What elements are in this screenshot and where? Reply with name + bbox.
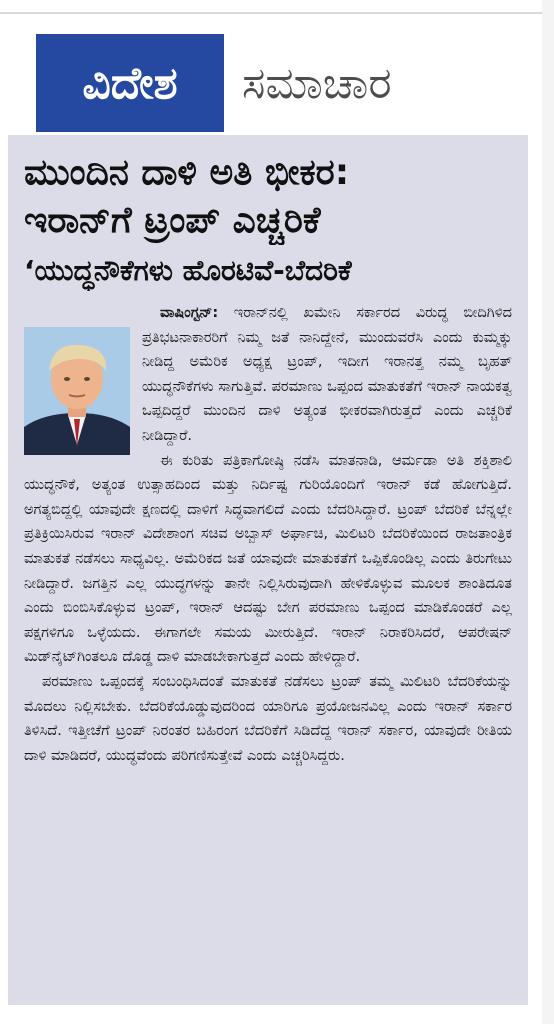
news-article: [8, 135, 528, 1005]
portrait-illustration: [24, 327, 130, 455]
headline-line-2: ಇರಾನ್‌ಗೆ ಟ್ರಂಪ್ ಎಚ್ಚರಿಕೆ: [24, 200, 321, 241]
top-divider: [0, 12, 554, 14]
headline-line-1: ಮುಂದಿನ ದಾಳಿ ಅತಿ ಭೀಕರ:: [24, 152, 350, 193]
dateline: ವಾಷಿಂಗ್ಟನ್:: [160, 305, 219, 321]
portrait-photo: [24, 327, 130, 455]
paragraph-3: ಪರಮಾಣು ಒಪ್ಪಂದಕ್ಕೆ ಸಂಬಂಧಿಸಿದಂತೆ ಮಾತುಕತೆ ನಡೆಸಲು ಟ್ರಂಪ್ ತಮ್ಮ ಮಿಲಿಟರಿ ಬೆದರಿಕೆಯನ್ನು ಮೊದಲು ನಿಲ್ಲಿಸಬೇಕು. ಬೆದರಿಕೆಯೊಡ್ಡುವುದರಿಂದ ಯಾರಿಗೂ ಪ್ರಯೋಜನವಿಲ್ಲ ಎಂದು ಇರಾನ್ ಸರ್ಕಾರ ತಿಳಿಸಿದೆ. ಇತ್ತೀಚೆಗೆ ಟ್ರಂಪ್ ನಿರಂತರ ಬಹಿರಂಗ ಬೆದರಿಕೆಗೆ ಸಿಡಿದೆದ್ದ ಇರಾನ್ ಸರ್ಕಾರ, ಯಾವುದೇ ರೀತಿಯ ದಾಳಿ ಮಾಡಿದರೆ, ಯುದ್ಧವೆಂದು ಪರಿಗಣಿಸುತ್ತೇವೆ ಎಂದು ಎಚ್ಚರಿಸಿದ್ದರು.: [24, 673, 512, 764]
paragraph-1-text: ಇರಾನ್‌ನಲ್ಲಿ ಖಮೇನಿ ಸರ್ಕಾರದ ವಿರುದ್ಧ ಬೀದಿಗಿಳಿದ ಪ್ರತಿಭಟನಾಕಾರರಿಗೆ ನಿಮ್ಮ ಜತೆ ನಾನಿದ್ದೇನೆ, ಮುಂದುವರೆಸಿ ಎಂದು ಕುಮ್ಮಕ್ಕು ನೀಡಿದ್ದ ಅಮೆರಿಕ ಅಧ್ಯಕ್ಷ ಟ್ರಂಪ್, ಇದೀಗ ಇರಾನತ್ತ ನಮ್ಮ ಬೃಹತ್ ಯುದ್ಧನೌಕೆಗಳು ಸಾಗುತ್ತಿವೆ. ಪರಮಾಣು ಒಪ್ಪಂದ ಮಾತುಕತೆಗೆ ಇರಾನ್ ನಾಯಕತ್ವ ಒಪ್ಪದಿದ್ದರೆ ಮುಂದಿನ ದಾಳಿ ಅತ್ಯಂತ ಭೀಕರವಾಗಿರುತ್ತದೆ ಎಂದು ಎಚ್ಚರಿಕೆ ನೀಡಿದ್ದಾರೆ.: [142, 305, 512, 444]
paragraph-2: ಈ ಕುರಿತು ಪತ್ರಿಕಾಗೋಷ್ಠಿ ನಡೆಸಿ ಮಾತನಾಡಿ, ಆರ್ಮಡಾ ಅತಿ ಶಕ್ತಿಶಾಲಿ ಯುದ್ಧನೌಕೆ, ಅತ್ಯಂತ ಉತ್ಸಾಹದಿಂದ ಮತ್ತು ನಿರ್ದಿಷ್ಟ ಗುರಿಯೊಂದಿಗೆ ಇರಾನ್ ಕಡೆ ಹೋಗುತ್ತಿದೆ. ಅಗತ್ಯಬಿದ್ದಲ್ಲಿ ಯಾವುದೇ ಕ್ಷಣದಲ್ಲಿ ದಾಳಿಗೆ ಸಿದ್ಧವಾಗಲಿದೆ ಎಂದು ಬೆದರಿಸಿದ್ದಾರೆ. ಟ್ರಂಪ್ ಬೆದರಿಕೆ ಬೆನ್ನಲ್ಲೇ ಪ್ರತಿಕ್ರಿಯಿಸಿರುವ ಇರಾನ್ ವಿದೇಶಾಂಗ ಸಚಿವ ಅಬ್ಬಾಸ್ ಅರ್ಘಾಚಿ, ಮಿಲಿಟರಿ ಬೆದರಿಕೆಯಿಂದ ರಾಜತಾಂತ್ರಿಕ ಮಾತುಕತೆ ನಡೆಸಲು ಸಾಧ್ಯವಿಲ್ಲ. ಅಮೆರಿಕದ ಜತೆ ಯಾವುದೇ ಮಾತುಕತೆಗೆ ಒಪ್ಪಿಕೊಂಡಿಲ್ಲ ಎಂದು ತಿರುಗೇಟು ನೀಡಿದ್ದಾರೆ. ಜಗತ್ತಿನ ಎಲ್ಲ ಯುದ್ಧಗಳನ್ನು ತಾನೇ ನಿಲ್ಲಿಸಿರುವುದಾಗಿ ಹೇಳಿಕೊಳ್ಳುವ ಮೂಲಕ ಶಾಂತಿದೂತ ಎಂದು ಬಿಂಬಿಸಿಕೊಳ್ಳುವ ಟ್ರಂಪ್, ಇರಾನ್ ಆದಷ್ಟು ಬೇಗ ಪರಮಾಣು ಒಪ್ಪಂದ ಮಾಡಿಕೊಂಡರೆ ಎಲ್ಲ ಪಕ್ಷಗಳಿಗೂ ಒಳ್ಳೆಯದು. ಈಗಾಗಲೇ ಸಮಯ ಮೀರುತ್ತಿದೆ. ಇರಾನ್ ನಿರಾಕರಿಸಿದರೆ, ಆಪರೇಷನ್ ಮಿಡ್‌ನೈಟ್‌ಗಿಂತಲೂ ದೊಡ್ಡ ದಾಳಿ ಮಾಡಬೇಕಾಗುತ್ತದೆ ಎಂದು ಹೇಳಿದ್ದಾರೆ.: [24, 452, 512, 666]
section-label-text: ಸಮಾಚಾರ: [242, 57, 392, 109]
article-body: [24, 301, 512, 768]
subheadline: ‘ಯುದ್ಧನೌಕೆಗಳು ಹೊರಟಿವೆ-ಬೆದರಿಕೆ: [24, 254, 352, 287]
section-label-box: ವಿದೇಶ: [36, 34, 224, 132]
right-page-edge: [542, 0, 554, 1024]
section-masthead: [36, 34, 526, 132]
